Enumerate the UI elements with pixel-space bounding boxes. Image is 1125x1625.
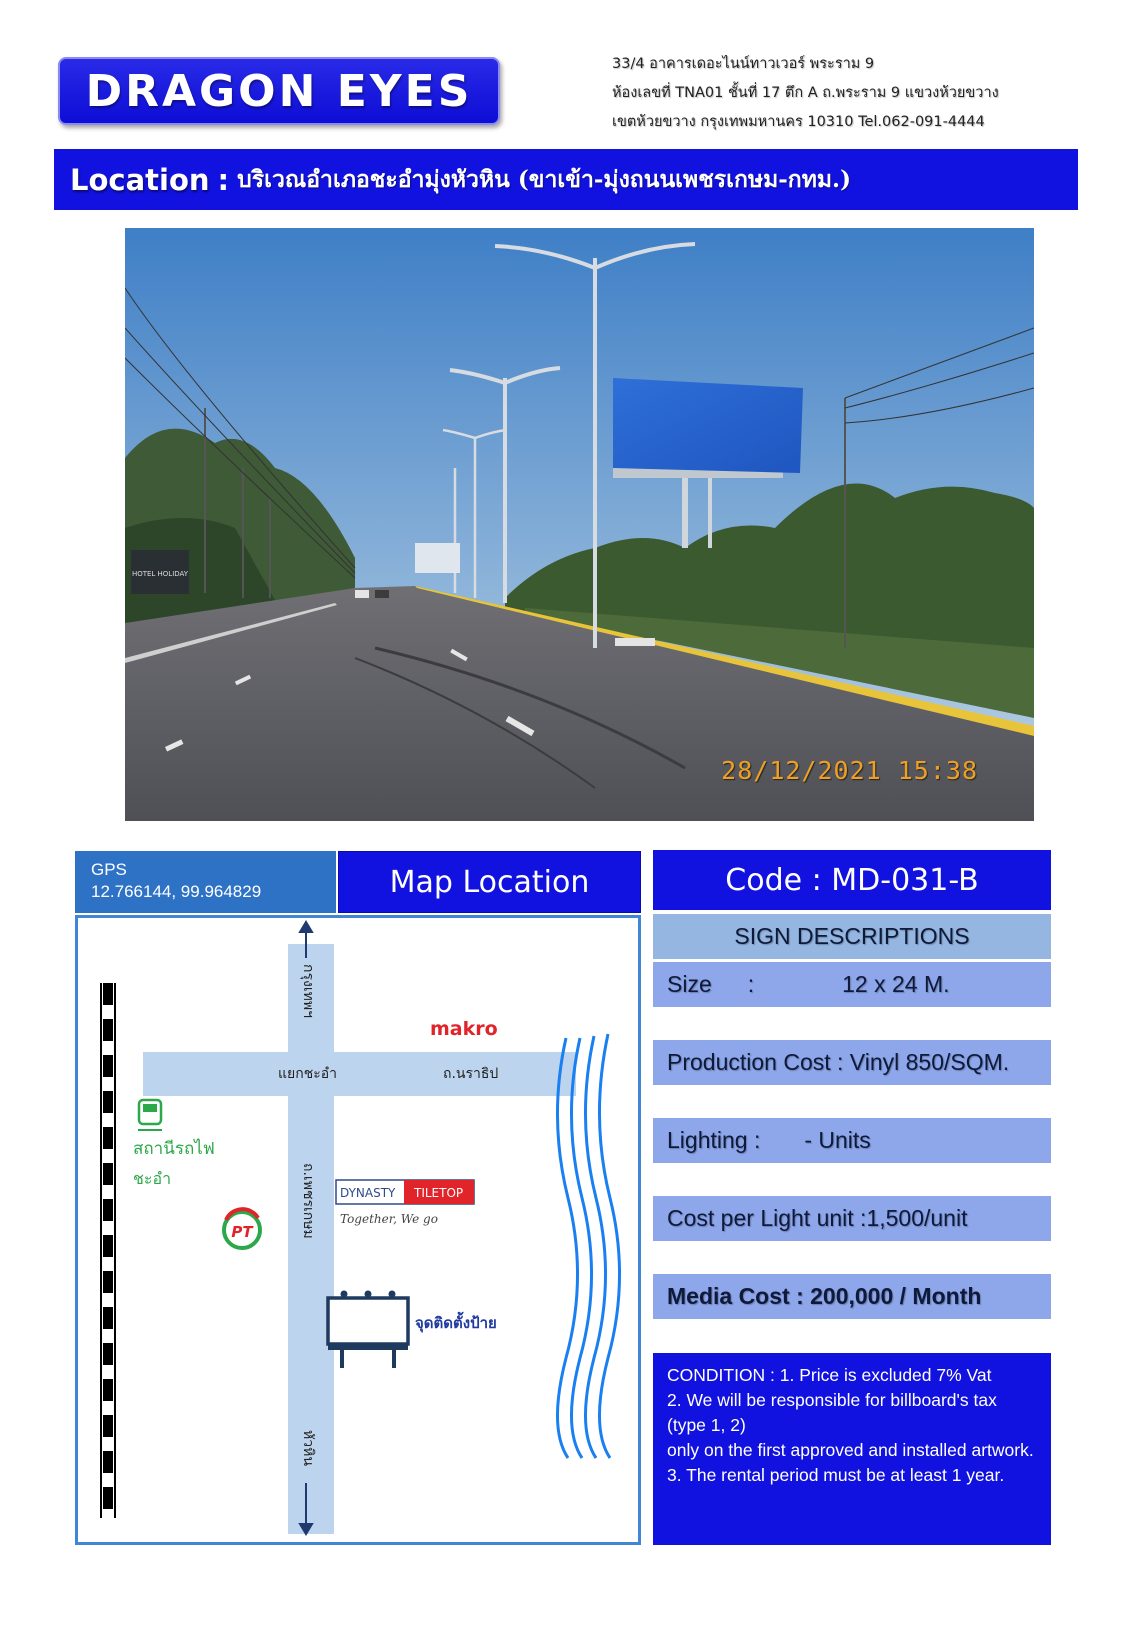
sea-waves: [557, 1034, 619, 1458]
billboard-icon: [328, 1291, 408, 1368]
lighting-value: - Units: [804, 1127, 871, 1153]
size-label: Size: [667, 971, 712, 997]
makro-logo: makro: [430, 1018, 498, 1040]
road-label-name: ถ.เพชรเกษม: [300, 1163, 316, 1239]
tiletop-text: TILETOP: [414, 1186, 464, 1200]
pt-logo-text: PT: [231, 1223, 253, 1241]
lighting-label: Lighting :: [667, 1127, 761, 1153]
condition-box: [653, 1353, 1051, 1545]
cost-per-light-row: Cost per Light unit :1,500/unit: [653, 1196, 1051, 1241]
junction-label: แยกชะอำ: [278, 1066, 337, 1082]
dynasty-slogan: Together, We go: [340, 1212, 438, 1226]
size-row: [653, 962, 1051, 1007]
billboard-photo: [125, 228, 1034, 821]
code-box: Code : MD-031-B: [653, 850, 1051, 910]
production-cost-row: Production Cost : Vinyl 850/SQM.: [653, 1040, 1051, 1085]
location-bar: [54, 149, 1078, 210]
condition-line-1: CONDITION : 1. Price is excluded 7% Vat: [667, 1365, 992, 1385]
billboard-label: จุดติดตั้งป้าย: [415, 1314, 497, 1332]
size-colon: :: [747, 971, 755, 997]
photo-timestamp: 28/12/2021 15:38: [721, 756, 978, 785]
address-line-1: 33/4 อาคารเดอะไนน์ทาวเวอร์ พระราม 9: [612, 56, 875, 72]
railway: [101, 983, 115, 1518]
dragon-eyes-logo: [58, 57, 500, 125]
station-label-1: สถานีรถไฟ: [133, 1139, 215, 1159]
condition-line-3: only on the first approved and installed artwork.: [667, 1440, 1034, 1460]
gps-label: GPS: [91, 860, 127, 879]
size-value: 12 x 24 M.: [842, 971, 950, 997]
gps-box: [75, 851, 336, 913]
company-address: [612, 50, 1092, 137]
road-label-bottom: หัวหิน: [300, 1430, 316, 1466]
map-drawing: [78, 918, 638, 1542]
logo-text: DRAGON EYES: [85, 65, 473, 117]
map-title: Map Location: [338, 851, 641, 913]
dynasty-tiletop-logo: [336, 1180, 474, 1226]
address-line-2: ห้องเลขที่ TNA01 ชั้นที่ 17 ตึก A ถ.พระราม 9 แขวงห้วยขวาง: [612, 85, 999, 101]
location-separator: :: [217, 162, 230, 197]
gps-coords: 12.766144, 99.964829: [91, 882, 262, 901]
sign-descriptions-heading: SIGN DESCRIPTIONS: [653, 914, 1051, 959]
pt-station-icon: [224, 1209, 260, 1248]
hotel-sign-text: HOTEL HOLIDAY: [131, 570, 189, 578]
address-line-3: เขตห้วยขวาง กรุงเทพมหานคร 10310 Tel.062-091-4444: [612, 114, 985, 130]
media-cost-row: Media Cost : 200,000 / Month: [653, 1274, 1051, 1319]
location-label: Location: [70, 162, 210, 197]
road-label-top: กรุงเทพฯ: [300, 964, 316, 1018]
location-text: บริเวณอำเภอชะอำมุ่งหัวหิน (ขาเข้า-มุ่งถนนเพชรเกษม-กทม.): [237, 165, 851, 193]
condition-line-4: 3. The rental period must be at least 1 year.: [667, 1465, 1005, 1485]
road-scene: [125, 228, 1034, 821]
lighting-row: [653, 1118, 1051, 1163]
train-station-icon: [138, 1100, 162, 1130]
station-label-2: ชะอำ: [133, 1169, 172, 1188]
map-frame: [75, 915, 641, 1545]
cross-road: [143, 1052, 576, 1096]
dynasty-text: DYNASTY: [340, 1186, 396, 1200]
side-road-label: ถ.นราธิป: [443, 1066, 499, 1082]
condition-line-2: 2. We will be responsible for billboard's tax (type 1, 2): [667, 1390, 997, 1435]
